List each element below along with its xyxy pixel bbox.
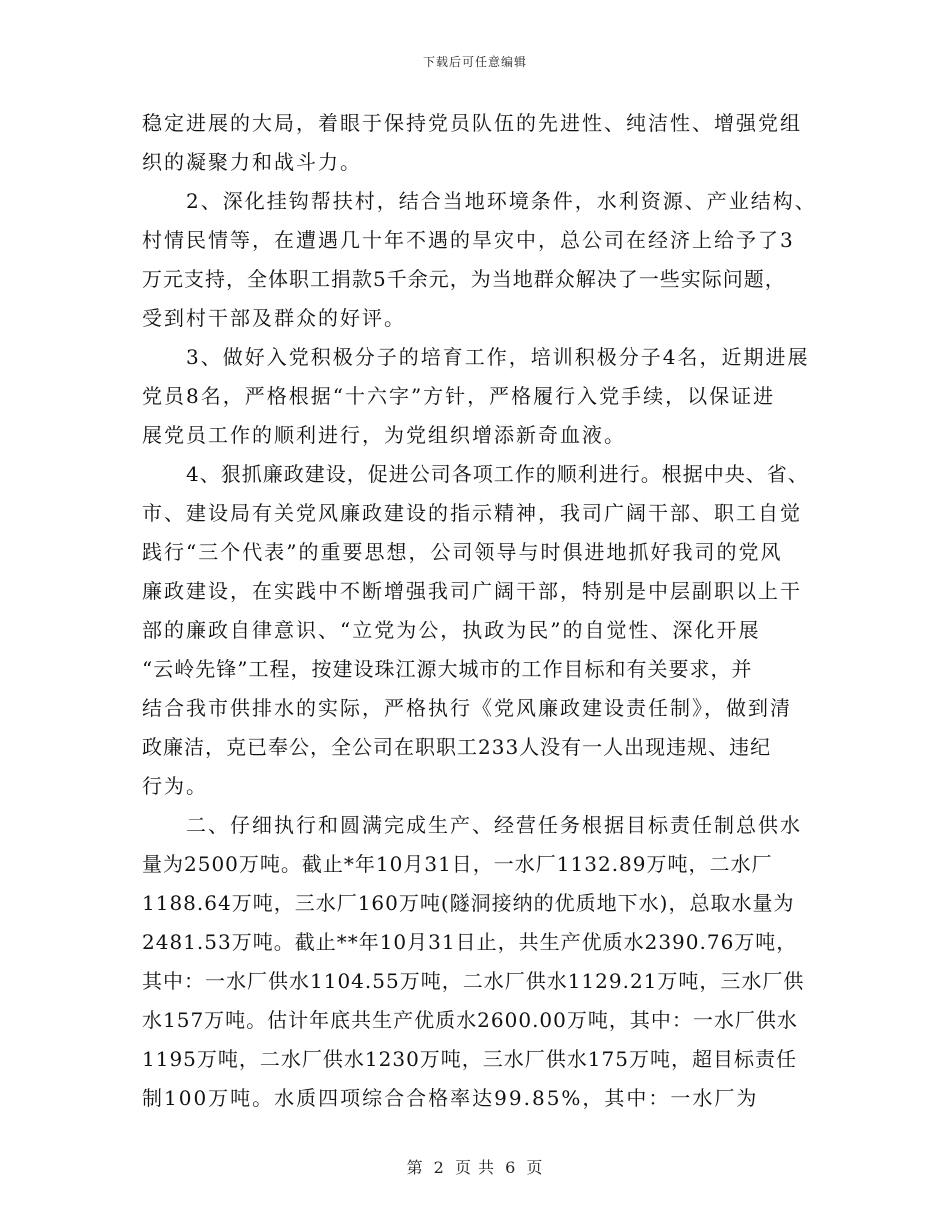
text-line: 1195万吨，二水厂供水1230万吨，三水厂供水175万吨，超目标责任 bbox=[142, 1047, 797, 1071]
footer-suffix: 页 bbox=[526, 1158, 544, 1177]
text-line: 践行“三个代表”的重要思想，公司领导与时俱进地抓好我司的党风 bbox=[142, 540, 783, 564]
document-body bbox=[142, 104, 822, 1118]
text-line: 展党员工作的顺利进行，为党组织增添新奇血液。 bbox=[142, 423, 626, 447]
paragraph-start: 2、深化挂钩帮扶村，结合当地环境条件，水利资源、产业结构、 bbox=[186, 189, 817, 213]
text-line: 2481.53万吨。截止**年10月31日止，共生产优质水2390.76万吨， bbox=[142, 930, 798, 954]
footer-prefix: 第 bbox=[406, 1158, 424, 1177]
section-heading: 二、仔细执行和圆满完成生产、经营任务根据目标责任制总供水 bbox=[186, 813, 802, 837]
text-line: 1188.64万吨，三水厂160万吨(隧洞接纳的优质地下水)，总取水量为 bbox=[142, 891, 795, 915]
text-line: 结合我市供排水的实际，严格执行《党风廉政建设责任制》，做到清 bbox=[142, 696, 792, 720]
text-line: 受到村干部及群众的好评。 bbox=[142, 306, 406, 330]
text-line: 量为2500万吨。截止*年10月31日，一水厂1132.89万吨，二水厂 bbox=[142, 852, 773, 876]
text-line: 廉政建设，在实践中不断增强我司广阔干部，特别是中层副职以上干 bbox=[142, 579, 802, 603]
text-line: 万元支持，全体职工捐款5千余元，为当地群众解决了一些实际问题， bbox=[142, 267, 786, 291]
current-page-number: 2 bbox=[433, 1158, 445, 1177]
text-line: 其中：一水厂供水1104.55万吨，二水厂供水1129.21万吨，三水厂供 bbox=[142, 969, 805, 993]
text-line: 行为。 bbox=[142, 774, 208, 798]
text-line: 市、建设局有关党风廉政建设的指示精神，我司广阔干部、职工自觉 bbox=[142, 501, 802, 525]
text-line: 部的廉政自律意识、“立党为公，执政为民”的自觉性、深化开展 bbox=[142, 618, 761, 642]
text-line: “云岭先锋”工程，按建设珠江源大城市的工作目标和有关要求，并 bbox=[142, 657, 753, 681]
paragraph-start: 4、狠抓廉政建设，促进公司各项工作的顺利进行。根据中央、省、 bbox=[186, 462, 809, 486]
text-line: 村情民情等，在遭遇几十年不遇的旱灾中，总公司在经济上给予了3 bbox=[142, 228, 795, 252]
text-line: 织的凝聚力和战斗力。 bbox=[142, 150, 362, 174]
total-page-count: 6 bbox=[505, 1158, 517, 1177]
text-line: 水157万吨。估计年底共生产优质水2600.00万吨，其中：一水厂供水 bbox=[142, 1008, 798, 1032]
text-line: 制100万吨。水质四项综合合格率达99.85%，其中：一水厂为 bbox=[142, 1086, 759, 1110]
text-line: 政廉洁，克已奉公，全公司在职职工233人没有一人出现违规、违纪 bbox=[142, 735, 772, 759]
page-header: 下载后可任意编辑 bbox=[422, 55, 527, 69]
text-line: 党员8名，严格根据“十六字”方针，严格履行入党手续，以保证进 bbox=[142, 384, 776, 408]
paragraph-start: 3、做好入党积极分子的培育工作，培训积极分子4名，近期进展 bbox=[186, 345, 810, 369]
text-line: 稳定进展的大局，着眼于保持党员队伍的先进性、纯洁性、增强党组 bbox=[142, 111, 802, 135]
page-footer bbox=[0, 1155, 950, 1178]
footer-middle: 页 共 bbox=[454, 1158, 496, 1177]
